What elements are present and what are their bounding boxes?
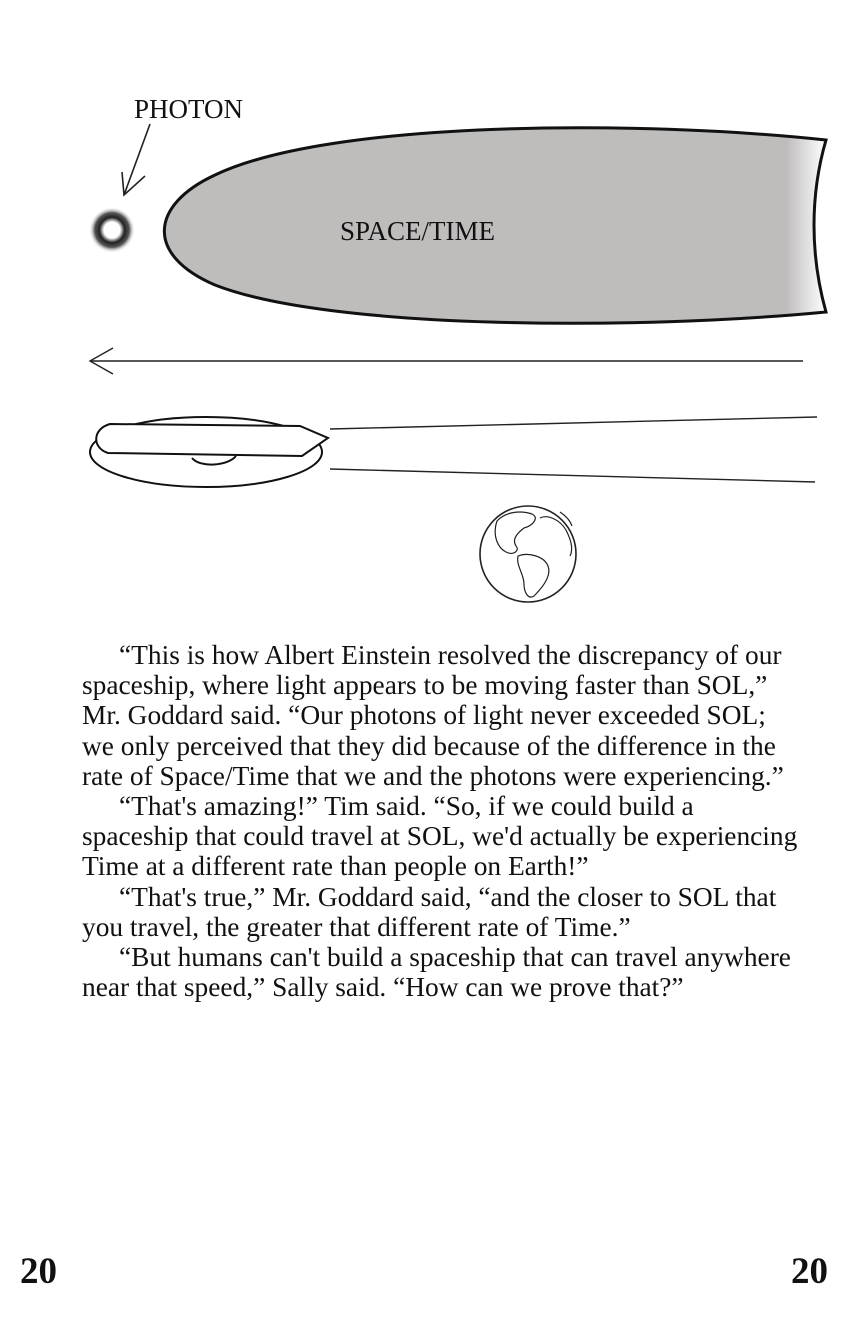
story-paragraph: “That's true,” Mr. Goddard said, “and the closer to SOL that you travel, the greater that different rate of Time.”	[82, 881, 777, 942]
spacetime-illustration	[0, 0, 860, 620]
spaceship	[90, 417, 328, 487]
photon	[89, 207, 135, 253]
story-paragraph: “This is how Albert Einstein resolved the discrepancy of our spaceship, where light appears to be moving faster than SOL,” Mr. Goddard said. “Our photons of light never exceeded SOL; we only perceived that they did because of the difference in the rate of Space/Time that we and the photons were experiencing.”	[82, 640, 784, 791]
speed-trail	[330, 417, 817, 482]
photon-label: PHOTON	[134, 94, 244, 124]
spacetime-region	[164, 128, 826, 323]
page-number-left: 20	[20, 1251, 57, 1292]
story-text	[82, 640, 802, 1002]
page-number-right: 20	[791, 1251, 828, 1292]
story-paragraph: “That's amazing!” Tim said. “So, if we could build a spaceship that could travel at SOL, we'd actually be experiencing Time at a different rate than people on Earth!”	[82, 791, 798, 882]
story-paragraph: “But humans can't build a spaceship that can travel anywhere near that speed,” Sally said. “How can we prove that?”	[82, 942, 791, 1003]
photon-pointer-arrow	[122, 124, 150, 195]
earth-globe-icon	[480, 506, 576, 602]
direction-arrow	[90, 348, 803, 374]
spacetime-label: SPACE/TIME	[340, 216, 496, 246]
